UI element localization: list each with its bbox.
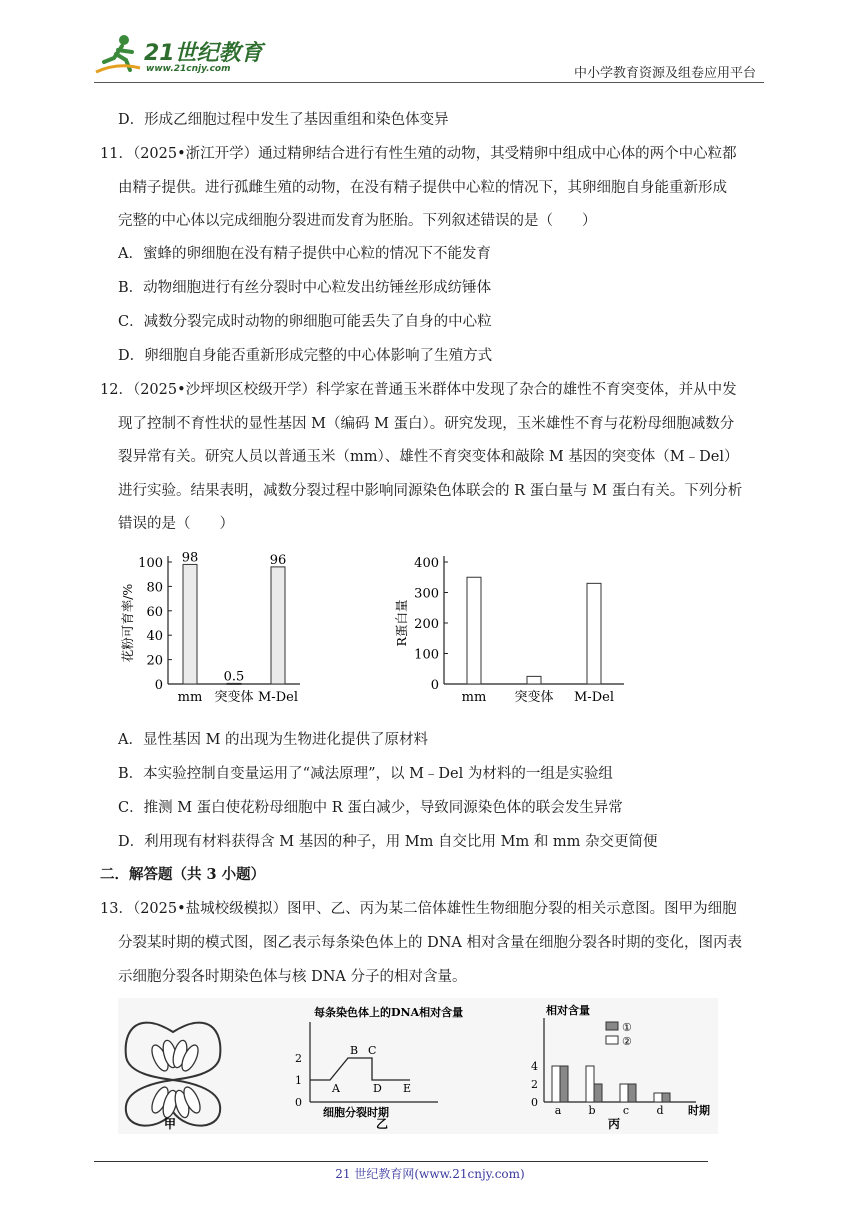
bar xyxy=(467,577,481,684)
question-13: 13．（2025•盐城校级模拟）图甲、乙、丙为某二倍体雄性生物细胞分裂的相关示意图。图甲为细胞 xyxy=(100,901,737,917)
bar xyxy=(560,1066,568,1102)
y-tick-label: 100 xyxy=(414,647,439,663)
x-axis-label: 时期 xyxy=(688,1104,710,1117)
logo-url: www.21cnjy.com xyxy=(146,64,231,74)
y-tick-label: 200 xyxy=(414,617,439,632)
option-c-q12: C．推测 M 蛋白使花粉母细胞中 R 蛋白减少，导致同源染色体的联会发生异常 xyxy=(118,800,623,816)
option-d-q12: D．利用现有材料获得含 M 基因的种子，用 Mm 自交比用 Mm 和 mm 杂交更简便 xyxy=(118,834,658,850)
bar xyxy=(620,1084,628,1102)
y-tick-label: 40 xyxy=(146,629,163,645)
y-tick-label: 100 xyxy=(138,556,163,571)
x-tick-label: 突变体 xyxy=(214,690,254,705)
bar xyxy=(594,1084,602,1102)
header-divider xyxy=(94,82,764,83)
question-11-line-3: 完整的中心体以完成细胞分裂进而发育为胚胎。下列叙述错误的是（ ） xyxy=(118,213,597,229)
legend-label: ② xyxy=(622,1035,632,1048)
chart-title: 相对含量 xyxy=(546,1004,590,1017)
legend-swatch xyxy=(606,1022,618,1030)
y-tick-label: 60 xyxy=(146,604,163,620)
data-label: 0.5 xyxy=(223,669,245,685)
point-label: B xyxy=(350,1044,359,1057)
point-label: E xyxy=(403,1082,412,1095)
runner-logo-icon xyxy=(94,32,142,76)
footer-divider xyxy=(94,1161,708,1162)
question-12-line-2: 现了控制不育性状的显性基因 M（编码 M 蛋白）。研究发现，玉米雄性不育与花粉母细胞减数分 xyxy=(118,416,735,432)
bar xyxy=(552,1066,560,1102)
pollen-fertility-chart xyxy=(118,544,308,712)
y-tick-label: 80 xyxy=(146,580,163,596)
y-tick-label: 0 xyxy=(295,1096,302,1109)
y-tick-label: 0 xyxy=(430,678,439,693)
option-b-q12: B．本实验控制自变量运用了“减法原理”，以 M﹣Del 为材料的一组是实验组 xyxy=(118,766,613,782)
bar xyxy=(587,583,601,684)
page-header xyxy=(94,32,764,80)
legend-label: ① xyxy=(622,1021,632,1034)
figure-jia-cell-diagram xyxy=(118,1000,228,1134)
figure-jia-caption: 甲 xyxy=(164,1117,177,1131)
y-axis-label: R蛋白量 xyxy=(394,599,409,647)
option-a-q11: A．蜜蜂的卵细胞在没有精子提供中心粒的情况下不能发育 xyxy=(118,246,491,262)
bar xyxy=(628,1084,636,1102)
point-label: D xyxy=(373,1082,382,1095)
bar xyxy=(662,1093,670,1102)
data-label: 96 xyxy=(269,552,287,568)
x-tick-label: c xyxy=(622,1104,630,1117)
question-12: 12．（2025•沙坪坝区校级开学）科学家在普通玉米群体中发现了杂合的雄性不育突变体，并从中发 xyxy=(100,382,737,398)
y-axis-label: 花粉可育率/% xyxy=(120,583,135,663)
x-axis-label: 细胞分裂时期 xyxy=(323,1106,389,1119)
y-tick-label: 1 xyxy=(295,1074,302,1087)
logo-text: 21世纪教育 xyxy=(144,41,263,66)
question-12-line-4: 进行实验。结果表明，减数分裂过程中影响同源染色体联会的 R 蛋白量与 M 蛋白有关。下列分析 xyxy=(118,483,743,499)
y-tick-label: 300 xyxy=(414,586,439,602)
x-tick-label: 突变体 xyxy=(514,690,554,705)
option-b-q11: B．动物细胞进行有丝分裂时中心粒发出纺锤丝形成纺锤体 xyxy=(118,280,492,296)
r-protein-chart xyxy=(392,544,632,712)
y-tick-label: 2 xyxy=(295,1052,302,1065)
chart-title: 每条染色体上的DNA相对含量 xyxy=(314,1006,464,1019)
x-tick-label: b xyxy=(588,1104,596,1117)
figure-caption: 乙 xyxy=(375,1117,389,1131)
x-tick-label: a xyxy=(554,1104,562,1117)
option-c-q11: C．减数分裂完成时动物的卵细胞可能丢失了自身的中心粒 xyxy=(118,314,492,330)
section-heading: 二．解答题（共 3 小题） xyxy=(100,866,266,883)
legend-swatch xyxy=(606,1036,618,1044)
site-logo xyxy=(94,32,264,80)
y-tick-label: 0 xyxy=(531,1096,538,1109)
y-tick-label: 20 xyxy=(146,653,163,669)
bar xyxy=(586,1066,594,1102)
figure-yi-dna-chart xyxy=(268,1000,464,1134)
question-12-line-3: 裂异常有关。研究人员以普通玉米（mm）、雄性不育突变体和敲除 M 基因的突变体（M﹣Del） xyxy=(118,449,739,465)
question-13-line-2: 分裂某时期的模式图，图乙表示每条染色体上的 DNA 相对含量在细胞分裂各时期的变化，图丙表 xyxy=(118,935,742,951)
y-tick-label: 4 xyxy=(531,1060,538,1073)
option-a-q12: A．显性基因 M 的出现为生物进化提供了原材料 xyxy=(118,732,429,748)
question-13-line-3: 示细胞分裂各时期染色体与核 DNA 分子的相对含量。 xyxy=(118,969,467,985)
option-d-q10: D．形成乙细胞过程中发生了基因重组和染色体变异 xyxy=(118,112,449,128)
point-label: C xyxy=(368,1044,377,1057)
platform-name: 中小学教育资源及组卷应用平台 xyxy=(573,66,756,81)
figure-bing-bar-chart xyxy=(524,1000,714,1134)
y-tick-label: 400 xyxy=(414,556,439,571)
figure-caption: 丙 xyxy=(607,1117,621,1131)
page-footer: 21 世纪教育网(www.21cnjy.com) xyxy=(335,1167,525,1181)
x-tick-label: mm xyxy=(177,690,203,705)
question-11-line-2: 由精子提供。进行孤雌生殖的动物，在没有精子提供中心粒的情况下，其卵细胞自身能重新形成 xyxy=(118,180,727,196)
bar xyxy=(271,567,285,684)
dna-content-line xyxy=(310,1058,410,1080)
bar xyxy=(527,676,541,684)
question-11: 11．（2025•浙江开学）通过精卵结合进行有性生殖的动物，其受精卵中组成中心体的两个中心粒都 xyxy=(100,146,737,162)
bar xyxy=(654,1093,662,1102)
y-tick-label: 2 xyxy=(531,1078,538,1091)
question-12-line-5: 错误的是（ ） xyxy=(118,516,234,532)
option-d-q11: D．卵细胞自身能否重新形成完整的中心体影响了生殖方式 xyxy=(118,348,493,364)
y-tick-label: 0 xyxy=(154,678,163,693)
x-tick-label: d xyxy=(656,1104,664,1117)
bar xyxy=(183,564,197,684)
data-label: 98 xyxy=(181,550,199,566)
x-tick-label: mm xyxy=(461,690,487,705)
x-tick-label: M-Del xyxy=(258,690,298,705)
x-tick-label: M-Del xyxy=(574,690,614,705)
point-label: A xyxy=(332,1082,340,1095)
